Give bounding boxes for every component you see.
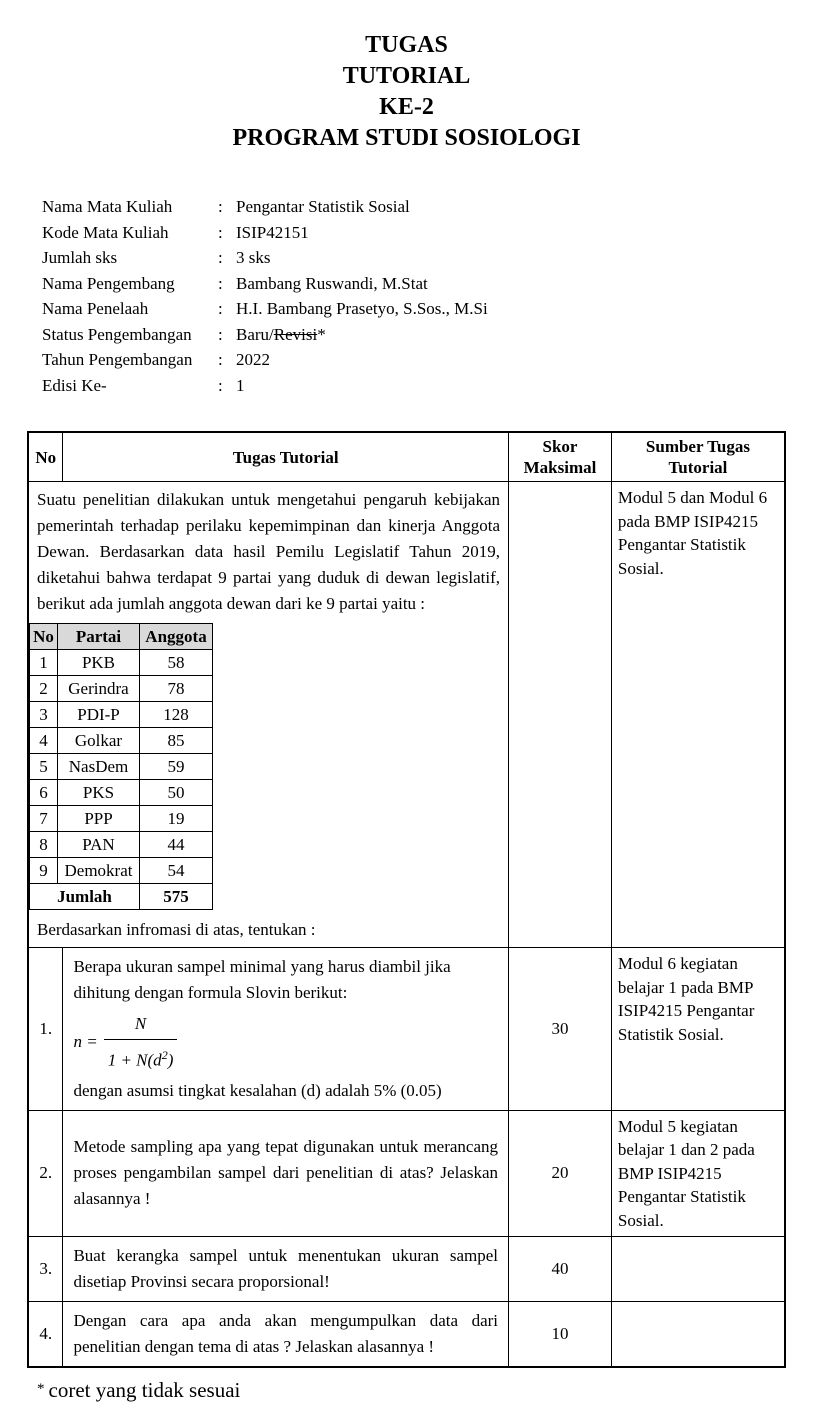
party-cell-members: 54 [140,858,213,884]
metadata-colon: : [218,248,223,267]
party-cell-members: 128 [140,702,213,728]
footnote-marker: * [37,1381,45,1398]
status-value-struck: Revisi [273,324,318,344]
question-number: 4. [28,1302,63,1368]
metadata-value: 3 sks [236,248,271,267]
slovin-formula [73,1011,498,1074]
party-row [30,702,213,728]
party-cell-name: PDI-P [58,702,140,728]
question-number: 2. [28,1110,63,1237]
metadata-value: Bambang Ruswandi, M.Stat [236,273,428,293]
metadata-colon: : [218,299,223,318]
header-task: Tugas Tutorial [63,432,509,482]
source-cell [611,1302,785,1368]
metadata-row-status [42,322,786,348]
score-value: 10 [509,1302,612,1368]
party-cell-no: 5 [30,754,58,780]
metadata-value: H.I. Bambang Prasetyo, S.Sos., M.Si [236,299,488,318]
party-cell-name: Golkar [58,728,140,754]
metadata-value: ISIP42151 [236,222,309,242]
formula-denominator-close: ) [167,1050,174,1070]
party-cell-members: 85 [140,728,213,754]
party-row [30,806,213,832]
question-text: Berapa ukuran sampel minimal yang harus diambil jika dihitung dengan formula Slovin berikut: [73,957,451,1002]
party-row [30,676,213,702]
party-cell-no: 8 [30,832,58,858]
metadata-label: Tahun Pengembangan [42,350,193,369]
title-line-4: PROGRAM STUDI SOSIOLOGI [232,125,581,151]
question-row-1 [28,948,785,1111]
party-table [29,623,213,910]
formula-denominator-main: 1 + N(d [107,1050,162,1070]
metadata-row-credits [42,245,786,271]
party-cell-name: PPP [58,806,140,832]
intro-cell [28,482,509,948]
question-cell: Dengan cara apa anda akan mengumpulkan data dari penelitian dengan tema di atas ? Jelaskan alasannya ! [63,1302,509,1368]
metadata-label: Status Pengembangan [42,324,192,344]
metadata-block [42,194,786,398]
title-line-3: KE-2 [379,94,434,120]
footnote-text: coret yang tidak sesuai [48,1378,241,1403]
party-cell-name: Gerindra [58,676,140,702]
metadata-label: Nama Mata Kuliah [42,197,173,216]
question-cell: Buat kerangka sampel untuk menentukan ukuran sampel disetiap Provinsi secara proporsional! [63,1237,509,1302]
question-number: 3. [28,1237,63,1302]
metadata-colon: : [218,350,223,369]
task-table-header-row [28,432,785,482]
score-value: 40 [509,1237,612,1302]
intro-paragraph: Suatu penelitian dilakukan untuk mengetahui pengaruh kebijakan pemerintah terhadap perilaku kepemimpinan dan kinerja Anggota Dewan. Berdasarkan data hasil Pemilu Legislatif Tahun 2019, diketahui bahwa terdapat 9 partai yang duduk di dewan legislatif, berikut ada jumlah anggota dewan dari ke 9 partai yaitu : [37,490,501,613]
party-cell-members: 19 [140,806,213,832]
formula-fraction [104,1011,178,1074]
question-number: 1. [28,948,63,1111]
party-cell-members: 50 [140,780,213,806]
party-header-no: No [30,624,58,650]
source-cell [611,1237,785,1302]
source-cell: Modul 5 kegiatan belajar 1 dan 2 pada BMP ISIP4215 Pengantar Statistik Sosial. [611,1110,785,1237]
metadata-row-edition [42,373,786,399]
party-cell-name: PKB [58,650,140,676]
score-value: 30 [509,948,612,1111]
party-cell-name: PAN [58,832,140,858]
metadata-label: Nama Pengembang [42,273,175,293]
header-source: Sumber Tugas Tutorial [611,432,785,482]
title-line-2: TUTORIAL [342,63,471,89]
metadata-colon: : [218,222,223,242]
party-cell-members: 59 [140,754,213,780]
score-value: 20 [509,1110,612,1237]
party-cell-no: 4 [30,728,58,754]
party-header-name: Partai [58,624,140,650]
metadata-row-year [42,347,786,373]
party-cell-no: 6 [30,780,58,806]
intro-score-cell [509,482,612,948]
intro-row [28,482,785,948]
party-header-members: Anggota [140,624,213,650]
party-total-row [30,884,213,910]
metadata-value [236,322,786,348]
header-no: No [28,432,63,482]
party-cell-name: PKS [58,780,140,806]
metadata-value: 2022 [236,350,270,369]
metadata-label: Jumlah sks [42,248,118,267]
question-cell [63,948,509,1111]
question-row-3 [28,1237,785,1302]
formula-denominator [104,1040,178,1074]
metadata-row-course-name [42,194,786,220]
metadata-colon: : [218,273,223,293]
metadata-label: Kode Mata Kuliah [42,222,169,242]
party-row [30,858,213,884]
party-cell-name: Demokrat [58,858,140,884]
status-value-prefix: Baru/ [236,324,274,344]
status-value-suffix: * [317,324,326,344]
metadata-label: Edisi Ke- [42,375,107,395]
question-text-after: dengan asumsi tingkat kesalahan (d) adalah 5% (0.05) [73,1080,442,1100]
intro-source-cell: Modul 5 dan Modul 6 pada BMP ISIP4215 Pengantar Statistik Sosial. [611,482,785,948]
metadata-colon: : [218,375,223,395]
footnote [37,1378,786,1403]
party-cell-members: 78 [140,676,213,702]
party-row [30,728,213,754]
metadata-value: 1 [236,375,245,395]
document-title [27,30,786,154]
party-total-value: 575 [140,884,213,910]
party-cell-no: 2 [30,676,58,702]
metadata-row-reviewer [42,296,786,322]
header-score: Skor Maksimal [509,432,612,482]
question-row-2 [28,1110,785,1237]
question-row-4 [28,1302,785,1368]
metadata-value: Pengantar Statistik Sosial [236,197,410,216]
party-header-row [30,624,213,650]
intro-closing: Berdasarkan infromasi di atas, tentukan : [37,920,316,939]
party-row [30,832,213,858]
formula-numerator: N [104,1011,178,1040]
party-row [30,754,213,780]
party-row [30,780,213,806]
metadata-colon: : [218,324,223,344]
title-line-1: TUGAS [365,32,448,58]
party-cell-no: 9 [30,858,58,884]
party-total-label: Jumlah [30,884,140,910]
metadata-colon: : [218,197,223,216]
source-cell: Modul 6 kegiatan belajar 1 pada BMP ISIP4215 Pengantar Statistik Sosial. [611,948,785,1111]
party-row [30,650,213,676]
party-cell-members: 44 [140,832,213,858]
party-cell-name: NasDem [58,754,140,780]
party-cell-no: 3 [30,702,58,728]
metadata-row-developer [42,271,786,297]
party-cell-no: 1 [30,650,58,676]
metadata-row-course-code [42,220,786,246]
formula-denominator-exponent: 2 [161,1048,168,1062]
question-cell: Metode sampling apa yang tepat digunakan untuk merancang proses pengambilan sampel dari penelitian di atas? Jelaskan alasannya ! [63,1110,509,1237]
party-cell-members: 58 [140,650,213,676]
party-cell-no: 7 [30,806,58,832]
task-table [27,431,786,1368]
formula-lhs: n = [73,1032,98,1052]
metadata-label: Nama Penelaah [42,299,149,318]
